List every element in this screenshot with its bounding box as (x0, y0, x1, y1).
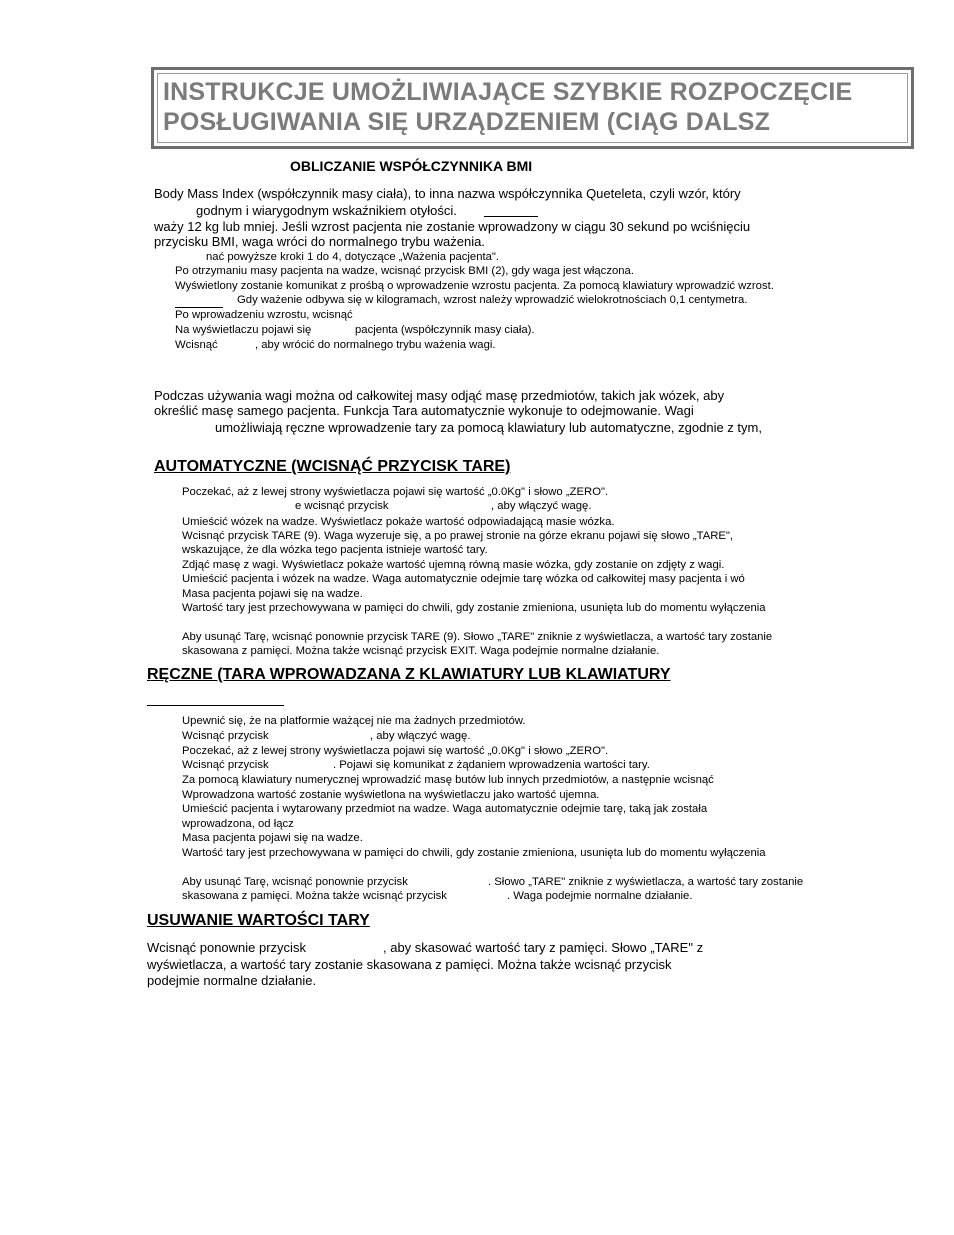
auto-line: Aby usunąć Tarę, wcisnąć ponownie przycisk TARE (9). Słowo „TARE" zniknie z wyświetlacza, a wartość tary zostanie (182, 631, 773, 643)
manual-line: , aby włączyć wagę. (370, 730, 471, 742)
blank-rule (147, 705, 284, 706)
auto-line: Umieścić wózek na wadze. Wyświetlacz pokaże wartość odpowiadającą masie wózka. (182, 516, 615, 528)
remove-heading: USUWANIE WARTOŚCI TARY (147, 912, 370, 929)
bmi-step: pacjenta (współczynnik masy ciała). (355, 324, 535, 336)
auto-line: wskazujące, że dla wózka tego pacjenta istnieje wartość tary. (182, 544, 488, 556)
manual-line: Poczekać, aż z lewej strony wyświetlacza pojawi się wartość „0.0Kg" i słowo „ZERO". (182, 745, 609, 757)
auto-line: e wcisnąć przycisk (295, 500, 389, 512)
tare-intro-line: Podczas używania wagi można od całkowitej masy odjąć masę przedmiotów, takich jak wózek, aby (154, 388, 725, 403)
page-title-line-1: INSTRUKCJE UMOŻLIWIAJĄCE SZYBKIE ROZPOCZĘCIE (163, 78, 853, 106)
bmi-step: Wcisnąć (175, 339, 218, 351)
auto-line: skasowana z pamięci. Można także wcisnąć przycisk EXIT. Waga podejmie normalne działanie. (182, 645, 660, 657)
auto-line: Wartość tary jest przechowywana w pamięci do chwili, gdy zostanie zmieniona, usunięta lub do momentu wyłączenia (182, 602, 766, 614)
bmi-intro-line: przycisku BMI, waga wróci do normalnego trybu ważenia. (154, 234, 485, 249)
remove-line: podejmie normalne działanie. (147, 973, 317, 988)
bmi-step: Gdy ważenie odbywa się w kilogramach, wzrost należy wprowadzić wielokrotnościach 0,1 centymetra. (237, 294, 748, 306)
blank-rule (175, 307, 223, 308)
auto-line: Zdjąć masę z wagi. Wyświetlacz pokaże wartość ujemną równą masie wózka, gdy zostanie on zdjęty z wagi. (182, 559, 725, 571)
auto-line: Masa pacjenta pojawi się na wadze. (182, 588, 363, 600)
page-title-line-2: POSŁUGIWANIA SIĘ URZĄDZENIEM (CIĄG DALSZ (163, 108, 771, 136)
manual-line: Wcisnąć przycisk (182, 759, 269, 771)
manual-line: Wprowadzona wartość zostanie wyświetlona na wyświetlaczu jako wartość ujemna. (182, 789, 600, 801)
tare-intro-line: określić masę samego pacjenta. Funkcja Tara automatycznie wykonuje to odejmowanie. Wagi (154, 403, 694, 418)
bmi-step: Wyświetlony zostanie komunikat z prośbą o wprowadzenie wzrostu pacjenta. Za pomocą klawiatury wprowadzić wzrost. (175, 280, 774, 292)
tare-intro-line: umożliwiają ręczne wprowadzenie tary za pomocą klawiatury lub automatyczne, zgodnie z tym, (215, 420, 762, 435)
bmi-intro-line: waży 12 kg lub mniej. Jeśli wzrost pacjenta nie zostanie wprowadzony w ciągu 30 sekund po wciśnięciu (154, 219, 751, 234)
auto-line: , aby włączyć wagę. (491, 500, 592, 512)
remove-line: , aby skasować wartość tary z pamięci. Słowo „TARE" z (383, 940, 704, 955)
bmi-step: Po wprowadzeniu wzrostu, wcisnąć (175, 309, 353, 321)
remove-line: Wcisnąć ponownie przycisk (147, 940, 306, 955)
bmi-intro-line: godnym i wiarygodnym wskaźnikiem otyłości. (196, 203, 457, 218)
manual-line: . Waga podejmie normalne działanie. (507, 890, 693, 902)
blank-rule (484, 216, 538, 217)
bmi-step: nać powyższe kroki 1 do 4, dotyczące „Ważenia pacjenta". (206, 251, 500, 263)
manual-line: Za pomocą klawiatury numerycznej wprowadzić masę butów lub innych przedmiotów, a następnie wcisnąć (182, 774, 714, 786)
manual-line: Wcisnąć przycisk (182, 730, 269, 742)
manual-line: Aby usunąć Tarę, wcisnąć ponownie przycisk (182, 876, 408, 888)
manual-line: Wartość tary jest przechowywana w pamięci do chwili, gdy zostanie zmieniona, usunięta lub do momentu wyłączenia (182, 847, 766, 859)
bmi-step: Na wyświetlaczu pojawi się (175, 324, 312, 336)
manual-line: . Słowo „TARE" zniknie z wyświetlacza, a wartość tary zostanie (488, 876, 804, 888)
bmi-heading: OBLICZANIE WSPÓŁCZYNNIKA BMI (290, 158, 533, 174)
manual-line: wprowadzona, od łącz (182, 818, 294, 830)
auto-line: Poczekać, aż z lewej strony wyświetlacza pojawi się wartość „0.0Kg" i słowo „ZERO". (182, 486, 609, 498)
bmi-step: Po otrzymaniu masy pacjenta na wadze, wcisnąć przycisk BMI (2), gdy waga jest włączona. (175, 265, 634, 277)
title-box (151, 67, 914, 149)
auto-line: Umieścić pacjenta i wózek na wadze. Waga automatycznie odejmie tarę wózka od całkowitej masy pacjenta i wó (182, 573, 745, 585)
manual-heading: RĘCZNE (TARA WPROWADZANA Z KLAWIATURY LUB KLAWIATURY (147, 666, 671, 683)
bmi-intro-line: Body Mass Index (współczynnik masy ciała), to inna nazwa współczynnika Queteleta, czyli wzór, który (154, 186, 741, 201)
manual-line: skasowana z pamięci. Można także wcisnąć przycisk (182, 890, 447, 902)
bmi-step: , aby wrócić do normalnego trybu ważenia wagi. (255, 339, 496, 351)
manual-line: Umieścić pacjenta i wytarowany przedmiot na wadze. Waga automatycznie odejmie tarę, taką jak została (182, 803, 708, 815)
auto-heading: AUTOMATYCZNE (WCISNĄĆ PRZYCISK TARE) (154, 458, 511, 475)
manual-line: Masa pacjenta pojawi się na wadze. (182, 832, 363, 844)
auto-line: Wcisnąć przycisk TARE (9). Waga wyzeruje się, a po prawej stronie na górze ekranu pojawi się słowo „TARE", (182, 530, 734, 542)
manual-line: . Pojawi się komunikat z żądaniem wprowadzenia wartości tary. (333, 759, 650, 771)
manual-line: Upewnić się, że na platformie ważącej nie ma żadnych przedmiotów. (182, 715, 526, 727)
remove-line: wyświetlacza, a wartość tary zostanie skasowana z pamięci. Można także wcisnąć przycisk (147, 957, 672, 972)
